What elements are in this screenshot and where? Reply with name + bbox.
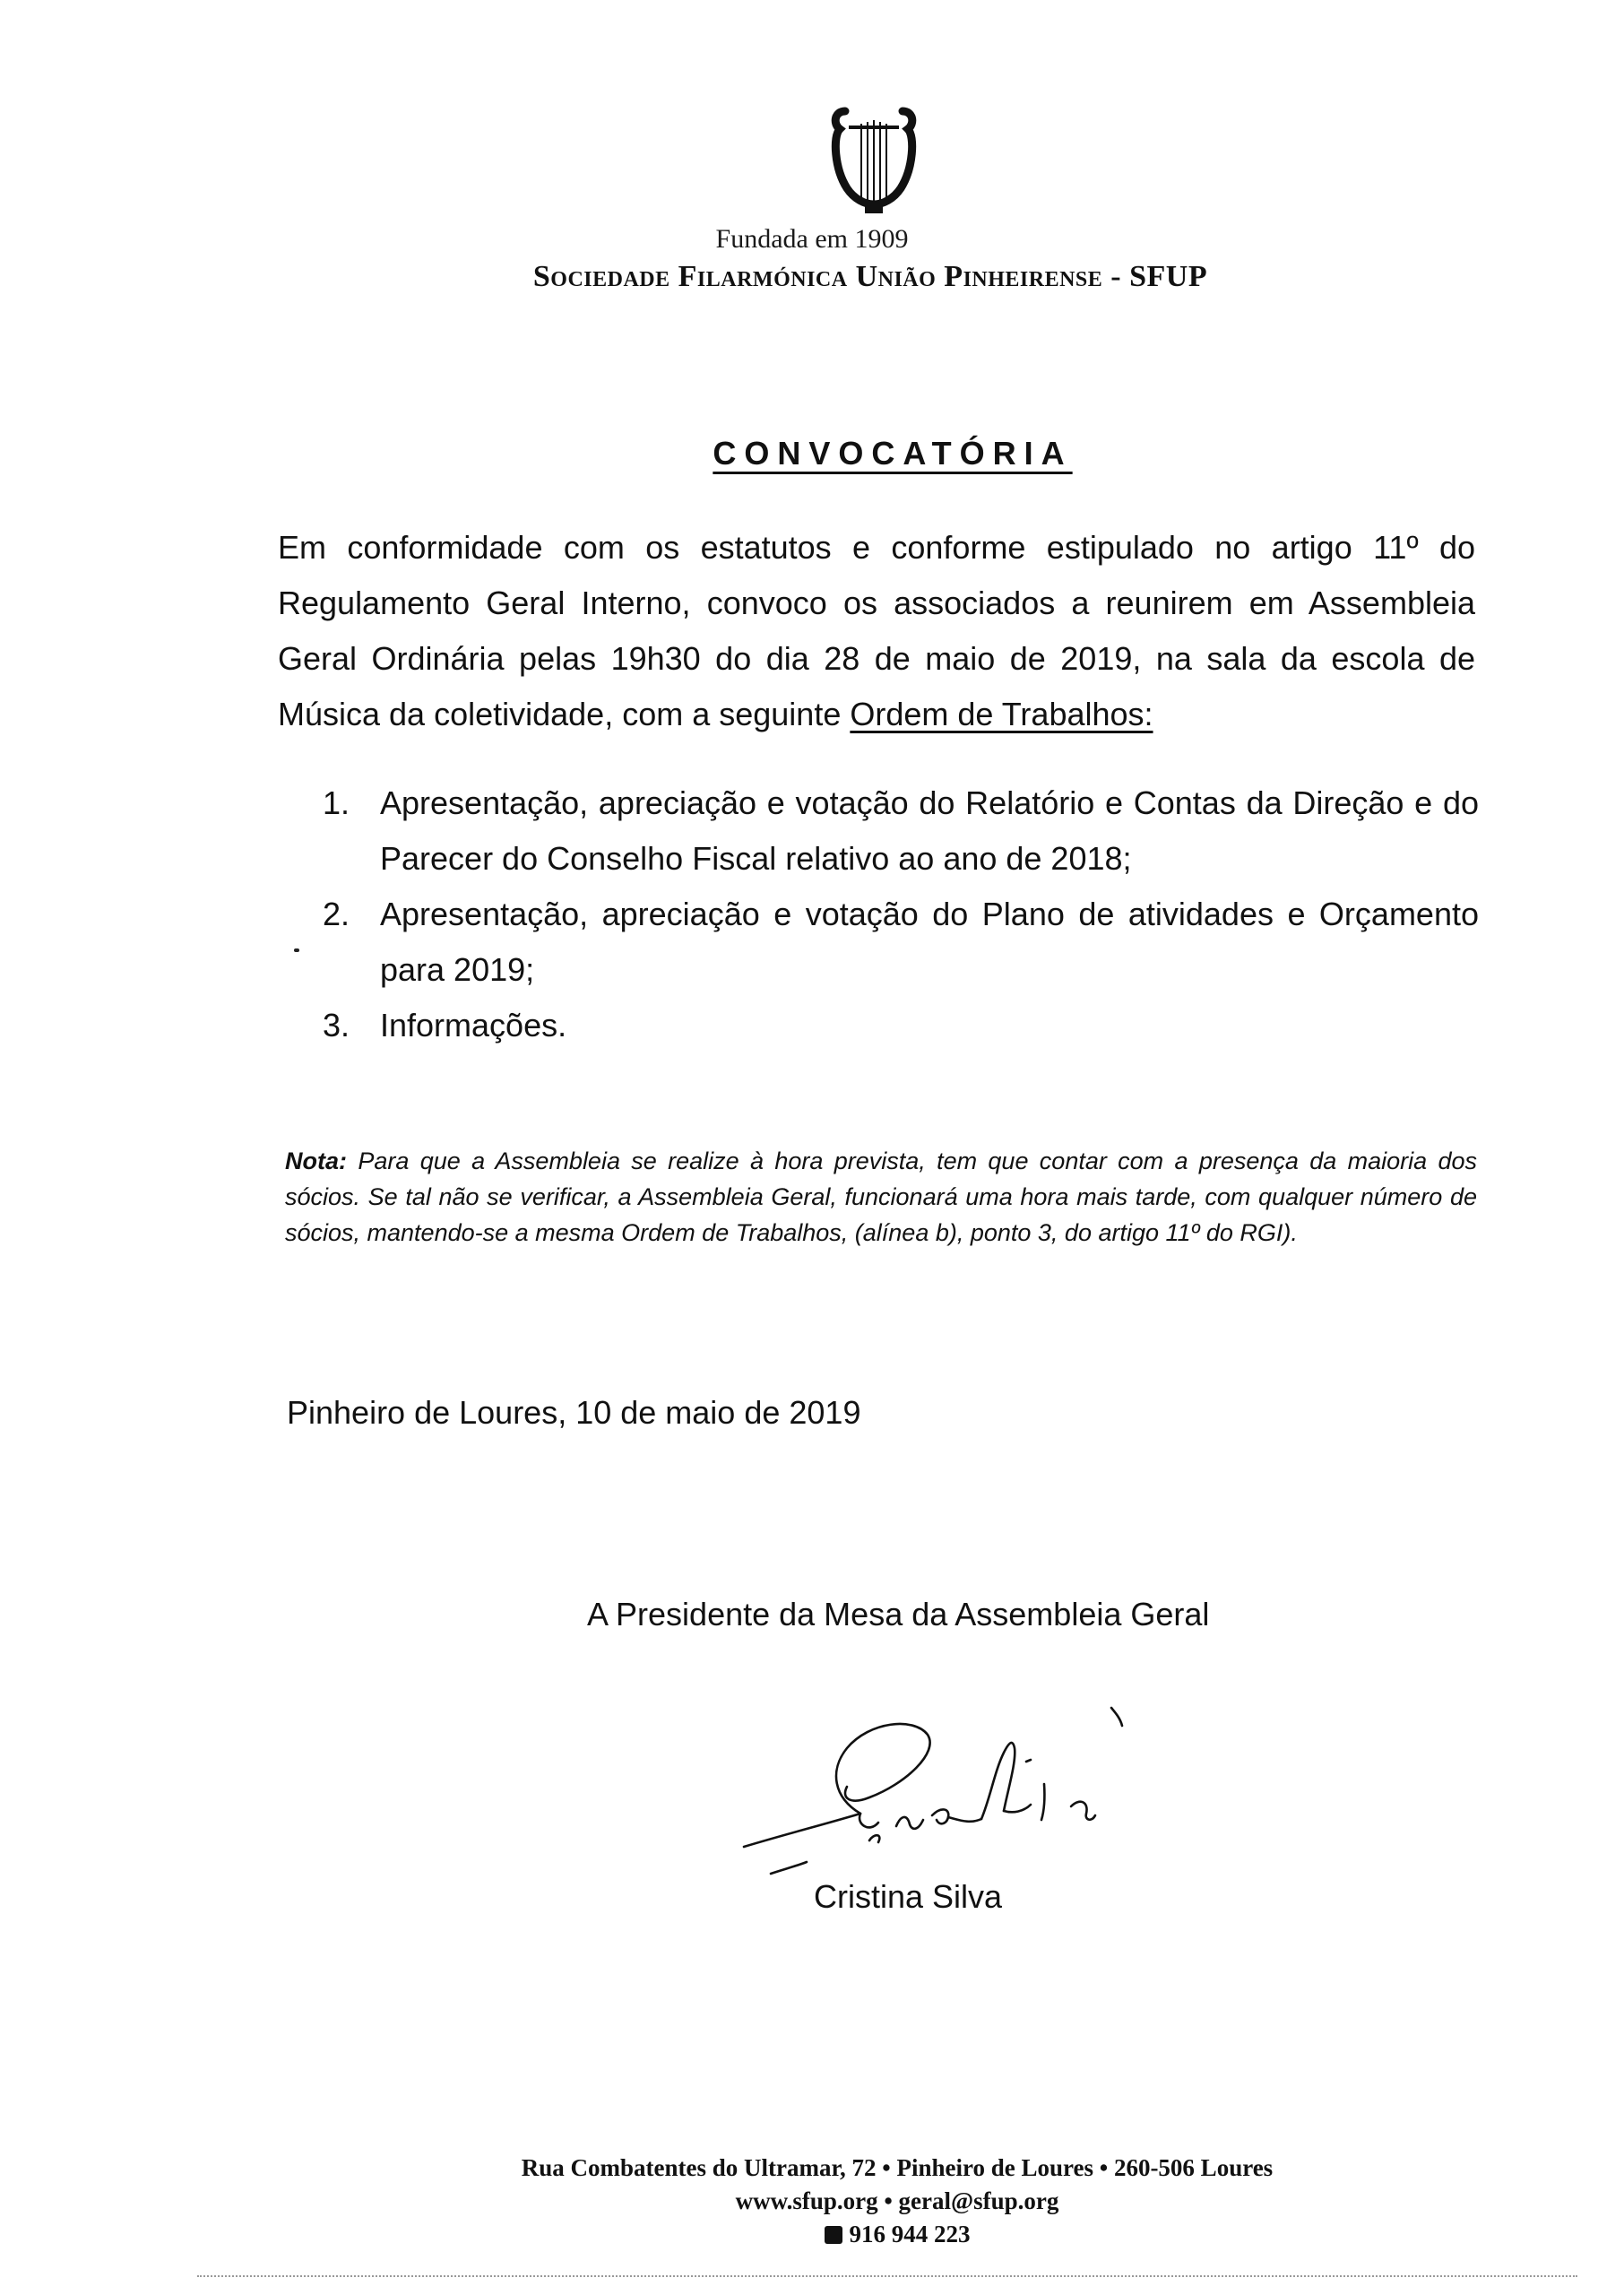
footer-phone: 916 944 223 xyxy=(849,2221,971,2247)
lyre-logo xyxy=(829,106,919,218)
note-label: Nota: xyxy=(285,1148,347,1174)
agenda-item-text: Apresentação, apreciação e votação do Plano de atividades e Orçamento para 2019; xyxy=(380,896,1479,988)
signatory-role: A Presidente da Mesa da Assembleia Geral xyxy=(587,1596,1210,1632)
place-date: Pinheiro de Loures, 10 de maio de 2019 xyxy=(287,1394,861,1431)
note-text: Para que a Assembleia se realize à hora prevista, tem que contar com a presença da maioria dos sócios. Se tal não se verificar, a Assembleia Geral, funcionará uma hora mais tarde, com qualquer número de sócios, mantendo-se a mesma Ordem de Trabalhos, (alínea b), ponto 3, do artigo 11º do RGI). xyxy=(285,1148,1477,1246)
agenda-list xyxy=(323,775,1479,1053)
intro-text: Em conformidade com os estatutos e conforme estipulado no artigo 11º do Regulamento Geral Interno, convoco os associados a reunirem em Assembleia Geral Ordinária pelas 19h30 do dia 28 de maio de 2019, na sala da escola de Música da coletividade, com a seguinte xyxy=(278,529,1475,732)
agenda-heading: Ordem de Trabalhos: xyxy=(850,696,1153,732)
agenda-item xyxy=(323,998,1479,1053)
signatory-name: Cristina Silva xyxy=(814,1878,1003,1915)
agenda-item xyxy=(323,887,1479,998)
founded-year: Fundada em 1909 xyxy=(715,224,909,254)
agenda-item-number: 2. xyxy=(323,896,350,932)
phone-icon xyxy=(825,2226,842,2244)
footer-phone-line xyxy=(170,2218,1624,2251)
agenda-item xyxy=(323,775,1479,887)
scan-mark xyxy=(294,948,299,952)
agenda-item-text: Apresentação, apreciação e votação do Relatório e Contas da Direção e do Parecer do Conselho Fiscal relativo ao ano de 2018; xyxy=(380,784,1479,877)
intro-paragraph xyxy=(278,520,1475,742)
scan-edge-line xyxy=(197,2275,1577,2277)
agenda-item-text: Informações. xyxy=(380,1007,567,1044)
footer-address: Rua Combatentes do Ultramar, 72 • Pinheiro de Loures • 260-506 Loures xyxy=(521,2154,1274,2181)
footer-contact xyxy=(0,2152,1624,2251)
handwritten-signature xyxy=(735,1699,1165,1905)
agenda-item-number: 1. xyxy=(323,784,350,821)
agenda-item-number: 3. xyxy=(323,1007,350,1044)
note-paragraph xyxy=(285,1143,1477,1251)
document-title: CONVOCATÓRIA xyxy=(713,435,1073,472)
footer-web-email: www.sfup.org • geral@sfup.org xyxy=(735,2187,1059,2214)
society-name: Sociedade Filarmónica União Pinheirense - SFUP xyxy=(532,260,1208,293)
